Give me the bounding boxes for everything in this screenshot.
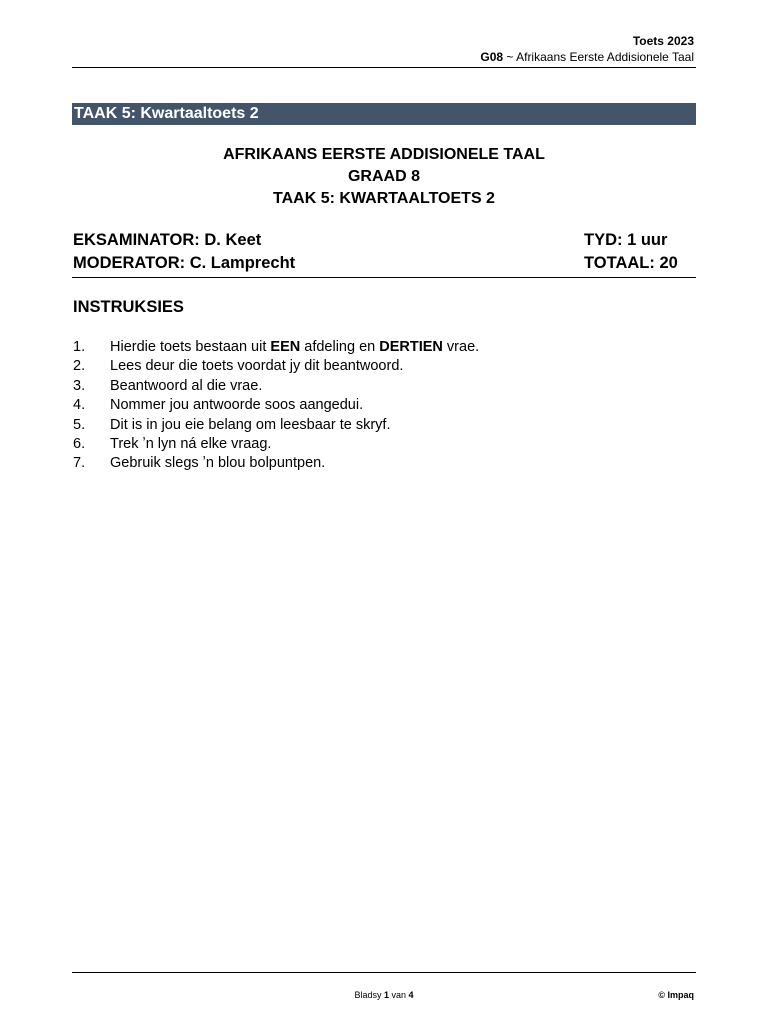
exam-info-row-1	[73, 231, 696, 250]
instruction-item	[73, 435, 479, 454]
instruction-text: Hierdie toets bestaan uit	[110, 339, 271, 355]
examiner-label: EKSAMINATOR: D. Keet	[73, 231, 262, 249]
instruction-item	[73, 396, 479, 415]
instructions-list	[73, 338, 479, 474]
instruction-item	[73, 357, 479, 376]
header-test-year: Toets 2023	[632, 34, 694, 48]
instruction-item	[73, 416, 479, 435]
footer-divider	[72, 972, 696, 973]
instruction-emphasis: DERTIEN	[379, 339, 443, 355]
instruction-item	[73, 377, 479, 396]
instruction-number: 3.	[73, 377, 86, 394]
page-number	[0, 990, 768, 1000]
instruction-text: Dit is in jou eie belang om leesbaar te skryf.	[110, 416, 391, 433]
instruction-number: 7.	[73, 455, 86, 472]
total-label: TOTAAL: 20	[584, 254, 678, 272]
page-mid: van	[389, 990, 409, 1000]
title-grade: GRAAD 8	[347, 168, 420, 185]
instruction-item	[73, 338, 479, 357]
instruction-number: 5.	[73, 416, 86, 433]
instruction-text: Gebruik slegs ʼn blou bolpuntpen.	[110, 455, 326, 472]
header-grade-code: G08	[480, 50, 504, 64]
document-title	[72, 144, 696, 210]
instruction-text: vrae.	[442, 339, 480, 355]
instruction-number: 1.	[73, 339, 86, 355]
instruction-number: 2.	[73, 358, 86, 375]
instructions-heading: INSTRUKSIES	[73, 298, 184, 316]
title-task: TAAK 5: KWARTAALTOETS 2	[273, 190, 495, 207]
instruction-text: Trek ʼn lyn ná elke vraag.	[110, 436, 272, 453]
task-banner: TAAK 5: Kwartaaltoets 2	[72, 103, 696, 125]
instruction-text: Nommer jou antwoorde soos aangedui.	[110, 397, 364, 414]
header-divider	[72, 67, 696, 68]
copyright-notice: © Impaq	[658, 990, 694, 1000]
instruction-text: Beantwoord al die vrae.	[110, 377, 263, 394]
page-total: 4	[408, 990, 414, 1000]
instruction-item	[73, 454, 479, 473]
time-label: TYD: 1 uur	[584, 231, 668, 249]
instruction-emphasis: EEN	[270, 339, 301, 355]
instruction-number: 4.	[73, 397, 86, 414]
instruction-text: afdeling en	[300, 339, 380, 355]
exam-info-row-2	[73, 254, 696, 273]
instruction-number: 6.	[73, 436, 86, 453]
page-current: 1	[383, 990, 389, 1000]
title-subject: AFRIKAANS EERSTE ADDISIONELE TAAL	[223, 146, 545, 163]
header-subject	[480, 50, 694, 64]
info-divider	[72, 277, 696, 278]
header-subject-text: ~ Afrikaans Eerste Addisionele Taal	[506, 50, 694, 64]
page-prefix: Bladsy	[354, 990, 384, 1000]
instruction-text: Lees deur die toets voordat jy dit beantwoord.	[110, 358, 404, 375]
moderator-label: MODERATOR: C. Lamprecht	[73, 254, 296, 272]
